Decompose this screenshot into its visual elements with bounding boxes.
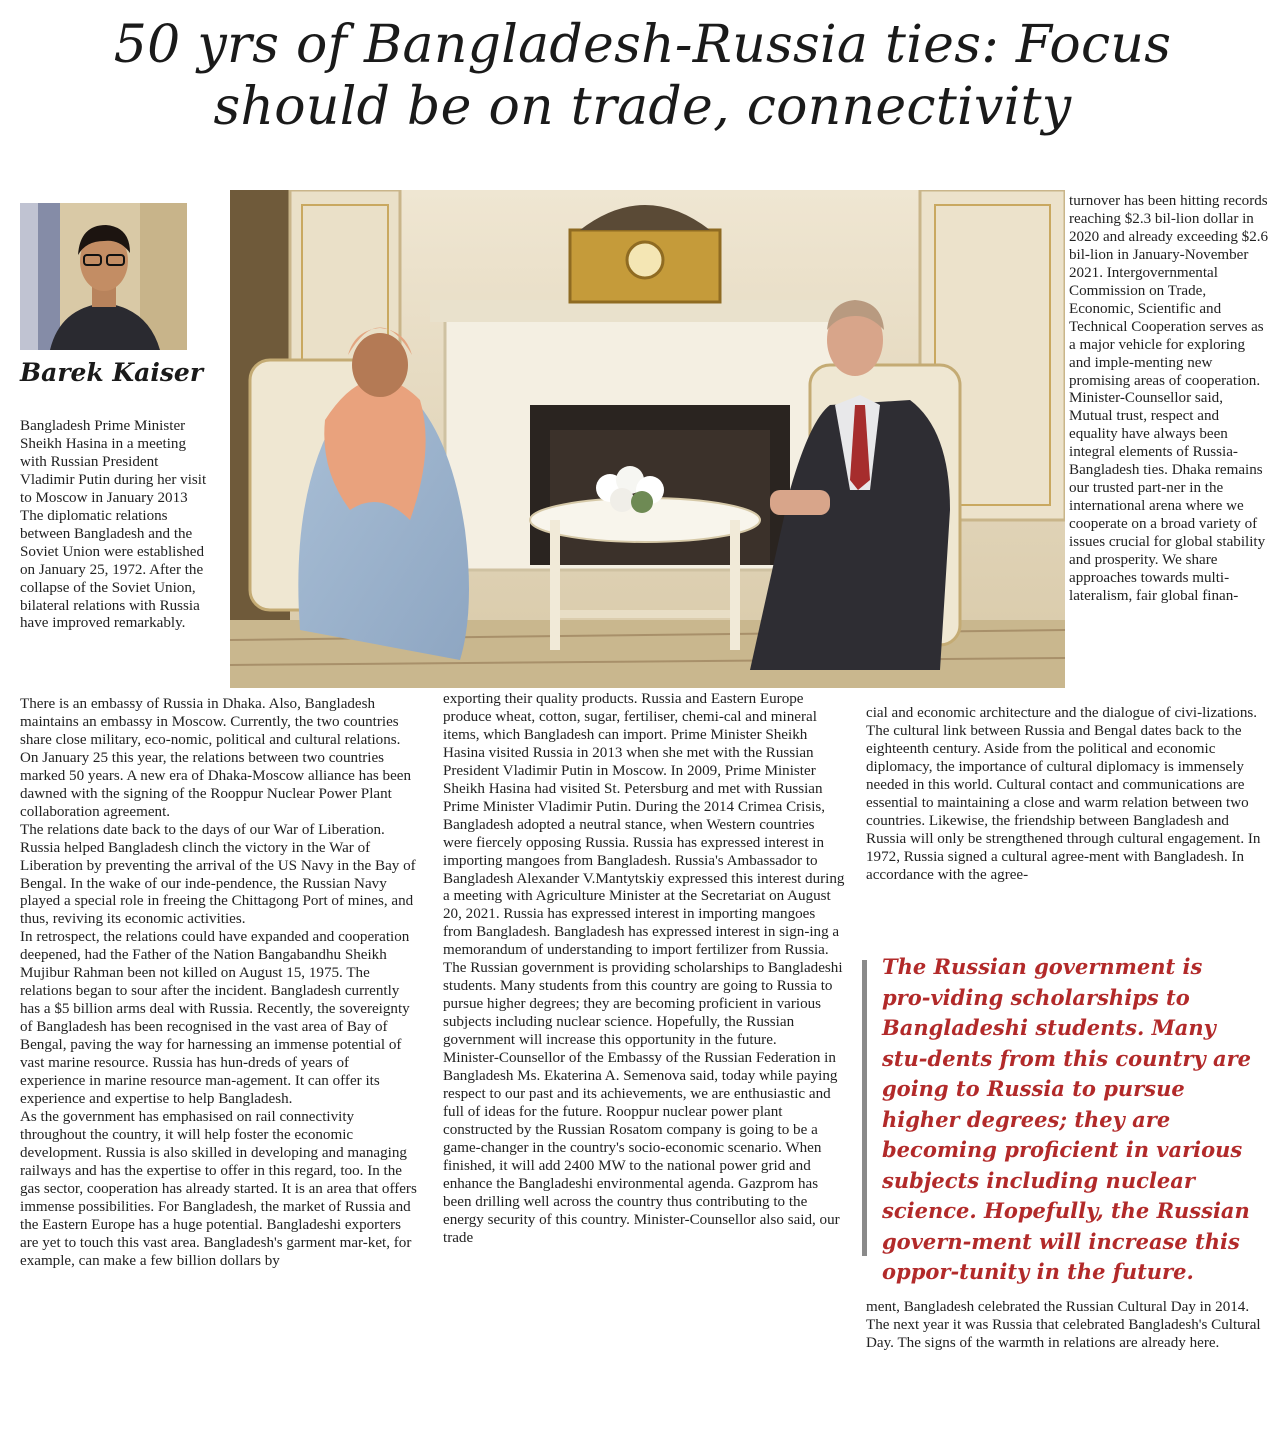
author-photo: [20, 203, 187, 350]
column-2: [443, 691, 846, 1248]
pullquote: The Russian government is pro-viding scholarships to Bangladeshi students. Many stu-dents from this country are going to Russia to pursue higher degrees; they are becoming proficient in various subjects including nuclear science. Hopefully, the Russian govern-ment will increase this oppor-tunity in the future.: [882, 954, 1252, 1284]
column-1-lower: [20, 696, 418, 1271]
pullquote-bar: [862, 960, 867, 1256]
col3-para-bottom: ment, Bangladesh celebrated the Russian Cultural Day in 2014. The next year it was Russia that celebrated Bangladesh's Cultural Day. The signs of the warmth in relations are already here.: [866, 1299, 1261, 1351]
author-name: Barek Kaiser: [20, 358, 204, 387]
col1-para-4: In retrospect, the relations could have expanded and cooperation deepened, had the Father of the Nation Bangabandhu Sheikh Mujibur Rahman been not killed on August 15, 1975. The relations began to sour after the incident. Bangladesh currently has a $5 billion arms deal with Russia. Recently, the sovereignty of Bangladesh has been recognised in the vast area of Bay of Bengal, paving the way for harnessing an immense potential of vast marine resource. Russia has hun-dreds of years of experience in marine resource man-agement. It can offer its experience and expertise to help Bangladesh.: [20, 929, 410, 1107]
column-3-mid: [866, 705, 1270, 885]
col1-para-2: There is an embassy of Russia in Dhaka. Also, Bangladesh maintains an embassy in Moscow. Currently, the two countries share close military, eco-nomic, political and cultural relations. On January 25 this year, the relations between two countries marked 50 years. A new era of Dhaka-Moscow alliance has been dawned with the signing of the Rooppur Nuclear Power Plant collaboration agreement.: [20, 696, 412, 820]
photo-caption: Bangladesh Prime Minister Sheikh Hasina in a meeting with Russian President Vladimir Putin during her visit to Moscow in January 2013: [20, 418, 207, 506]
col1-para-3: The relations date back to the days of our War of Liberation. Russia helped Bangladesh clinch the victory in the War of Liberation by preventing the arrival of the US Navy in the Bay of Bengal. In the wake of our inde-pendence, the Russian Navy played a special role in freeing the Chittagong Port of mines, and thus, reviving its economic activities.: [20, 821, 416, 928]
col3-para-mid: cial and economic architecture and the dialogue of civi-lizations. The cultural link between Russia and Bengal dates back to the eighteenth century. Aside from the political and economic diplomacy, the importance of cultural diplomacy is immensely needed in this world. Cultural contact and communications are essential to maintaining a close and warm relation between two countries. Likewise, the friendship between Bangladesh and Russia will only be strengthened through cultural engagement. In 1972, Russia signed a cultural agree-ment with Bangladesh. In accordance with the agree-: [866, 705, 1261, 883]
col2-para-3: Minister-Counsellor of the Embassy of the Russian Federation in Bangladesh Ms. Ekaterina A. Semenova said, today while paying respect to our past and its achievements, we are enthusiastic and full of ideas for the future. Rooppur nuclear power plant constructed by the Russian Rosatom company is going to be a game-changer in the country's socio-economic scenario. When finished, it will add 2400 MW to the national power grid and enhance the Bangladeshi environmental agenda. Gazprom has been drilling well across the country thus contributing to the energy security of this country. Minister-Counsellor also said, our trade: [443, 1050, 840, 1246]
col1-para-1: The diplomatic relations between Bangladesh and the Soviet Union were established on January 25, 1972. After the collapse of the Soviet Union, bilateral relations with Russia have improved remarkably.: [20, 507, 205, 632]
headline-line-1: 50 yrs of Bangladesh-Russia ties: Focus: [113, 15, 1172, 75]
col3-para-top: turnover has been hitting records reaching $2.3 bil-lion dollar in 2020 and already exceeding $2.6 bil-lion in January-November 2021. Intergovernmental Commission on Trade, Economic, Scientific and Technical Cooperation serves as a major vehicle for exploring and imple-menting new promising areas of cooperation. Minister-Counsellor said, Mutual trust, respect and equality have always been integral elements of Russia-Bangladesh ties. Dhaka remains our trusted part-ner in the international arena where we cooperate on a broad variety of issues crucial for global stability and prosperity. We share approaches towards multi-lateralism, fair global finan-: [1069, 193, 1269, 604]
col1-para-5: As the government has emphasised on rail connectivity throughout the country, it will help foster the economic development. Russia is also skilled in developing and managing railways and has the expertise to offer in this regard, too. In the gas sector, cooperation has already started. It is an area that offers immense possibilities. For Bangladesh, the market of Russia and the Eastern Europe has a huge potential. Bangladeshi exporters are yet to touch this vast area. Bangladesh's garment mar-ket, for example, can make a few billion dollars by: [20, 1108, 417, 1269]
column-1: [20, 418, 216, 633]
headline-line-2: should be on trade, connectivity: [213, 77, 1072, 137]
headline: [0, 14, 1285, 138]
column-3-top: [1069, 193, 1269, 606]
col2-para-2: The Russian government is providing scholarships to Bangladeshi students. Many students from this country are going to Russia to pursue higher degrees; they are becoming proficient in various subjects including nuclear science. Hopefully, the Russian government will increase this opportunity in the future.: [443, 960, 843, 1049]
col2-para-1: exporting their quality products. Russia and Eastern Europe produce wheat, cotton, sugar, fertiliser, chemi-cal and mineral items, which Bangladesh can import. Prime Minister Sheikh Hasina visited Russia in 2013 when she met with the Russian President Vladimir Putin in Moscow. In 2009, Prime Minister Sheikh Hasina had visited St. Petersburg and met with Russian Prime Minister Vladimir Putin. During the 2014 Crimea Crisis, Bangladesh adopted a neutral stance, when Western countries were fiercely opposing Russia. Russia has expressed interest in importing mangoes from Bangladesh. Russia's Ambassador to Bangladesh Alexander V.Mantytskiy expressed this interest during a meeting with Agriculture Minister at the Secretariat on August 20, 2021. Russia has expressed interest in importing mangoes from Bangladesh. Bangladesh has expressed interest in sign-ing a memorandum of understanding to import fertilizer from Russia.: [443, 691, 845, 959]
column-3-bottom: [866, 1299, 1270, 1353]
main-photo: [230, 190, 1065, 688]
